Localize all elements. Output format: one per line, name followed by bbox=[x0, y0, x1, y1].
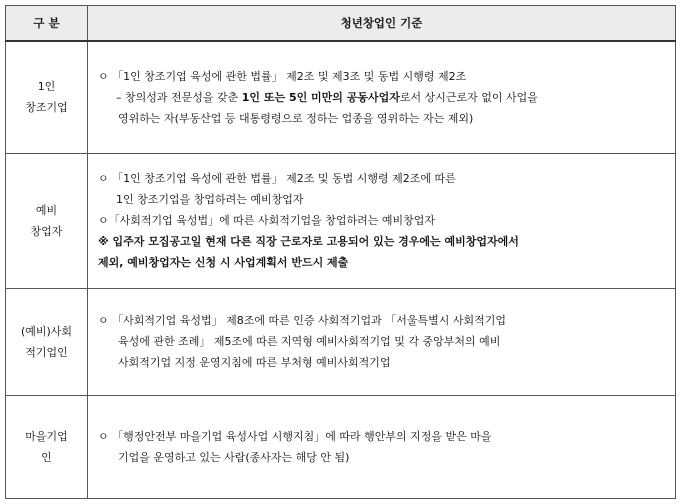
youth-founder-criteria-table bbox=[5, 5, 676, 499]
row-category bbox=[6, 288, 88, 395]
category-line: 예비 bbox=[35, 203, 58, 217]
row-category bbox=[6, 395, 88, 499]
category-line: 창업자 bbox=[30, 224, 63, 238]
criteria-line: 육성에 관한 조례」 제5조에 따른 지역형 예비사회적기업 및 각 중앙부처의 예비 bbox=[118, 335, 501, 348]
category-line: 1인 bbox=[37, 80, 56, 94]
criteria-line: 영위하는 자(부동산업 등 대통령령으로 정하는 업종을 영위하는 자는 제외) bbox=[118, 111, 474, 125]
criteria-text: – 창의성과 전문성을 갖춘 bbox=[116, 90, 239, 104]
notice-line: ※ 입주자 모집공고일 현재 다른 직장 근로자로 고용되어 있는 경우에는 예비창업자에서 bbox=[98, 235, 519, 248]
criteria-line: 사회적기업 지정 운영지침에 따른 부처형 예비사회적기업 bbox=[118, 356, 391, 369]
row-criteria bbox=[88, 41, 676, 153]
criteria-line: ㅇ 「1인 창조기업 육성에 관한 법률」 제2조 및 제3조 및 동법 시행령 제2조 bbox=[98, 69, 467, 83]
category-line: 적기업인 bbox=[25, 345, 68, 359]
category-line: 마을기업 bbox=[25, 429, 68, 443]
category-line: 인 bbox=[41, 450, 52, 464]
header-criteria: 청년창업인 기준 bbox=[88, 6, 676, 42]
table-row bbox=[6, 41, 676, 153]
table-row bbox=[6, 395, 676, 499]
table-header-row bbox=[6, 6, 676, 42]
row-category bbox=[6, 41, 88, 153]
criteria-text: 로서 상시근로자 없이 사업을 bbox=[399, 90, 538, 104]
criteria-line: 1인 창조기업을 창업하려는 예비창업자 bbox=[116, 193, 304, 206]
notice-line: 제외, 예비창업자는 신청 시 사업계획서 반드시 제출 bbox=[98, 256, 349, 269]
criteria-line: ㅇ「사회적기업 육성법」에 따른 사회적기업을 창업하려는 예비창업자 bbox=[98, 214, 436, 227]
criteria-line: ㅇ 「사회적기업 육성법」 제8조에 따른 인증 사회적기업과 「서울특별시 사회적기업 bbox=[98, 314, 507, 327]
criteria-line: ㅇ 「1인 창조기업 육성에 관한 법률」 제2조 및 동법 시행령 제2조에 따른 bbox=[98, 172, 456, 185]
row-criteria bbox=[88, 395, 676, 499]
row-category bbox=[6, 153, 88, 288]
criteria-emphasis: 1인 또는 5인 미만의 공동사업자 bbox=[241, 90, 400, 104]
row-criteria bbox=[88, 153, 676, 288]
category-line: 창조기업 bbox=[25, 101, 68, 115]
category-line: (예비)사회 bbox=[20, 324, 73, 338]
row-criteria bbox=[88, 288, 676, 395]
criteria-line bbox=[98, 87, 667, 108]
table-row bbox=[6, 288, 676, 395]
table-row bbox=[6, 153, 676, 288]
criteria-line: 기업을 운영하고 있는 사람(종사자는 해당 안 됨) bbox=[118, 450, 350, 464]
criteria-line: ㅇ 「행정안전부 마을기업 육성사업 시행지침」에 따라 행안부의 지정을 받은 마을 bbox=[98, 429, 492, 443]
header-category: 구 분 bbox=[6, 6, 88, 42]
